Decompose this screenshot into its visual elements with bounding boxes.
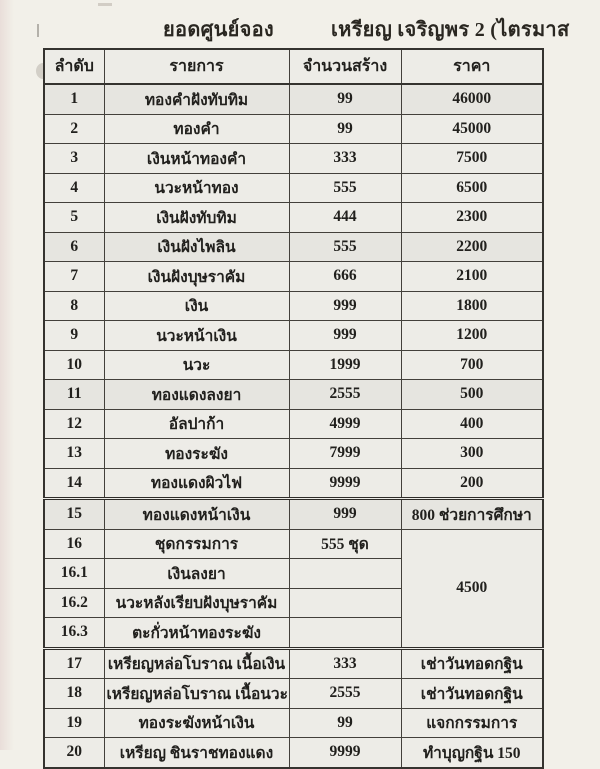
row-number-cell: 20 (44, 738, 104, 768)
header-quantity: จำนวนสร้าง (289, 49, 401, 84)
page-title (163, 13, 600, 45)
qty-cell (289, 618, 401, 649)
price-cell: เช่าวันทอดกฐิน (401, 679, 543, 709)
table-row (44, 468, 543, 499)
item-cell: นวะ (104, 350, 289, 380)
qty-cell: 444 (289, 203, 401, 233)
row-number-cell: 19 (44, 708, 104, 738)
item-cell: เหรียญหล่อโบราณ เนื้อเงิน (104, 648, 289, 679)
qty-cell: 666 (289, 262, 401, 292)
item-cell: เหรียญ ชินราชทองแดง (104, 738, 289, 768)
qty-cell: 999 (289, 499, 401, 530)
row-number-cell: 15 (44, 499, 104, 530)
item-cell: ตะกั่วหน้าทองระฆัง (104, 618, 289, 649)
qty-cell: 99 (289, 84, 401, 114)
row-number-cell: 16.3 (44, 618, 104, 649)
scan-edge-shadow (0, 0, 14, 750)
item-cell: อัลปาก้า (104, 409, 289, 439)
row-number-cell: 13 (44, 439, 104, 469)
price-cell: ทำบุญกฐิน 150 (401, 738, 543, 768)
qty-cell: 9999 (289, 738, 401, 768)
qty-cell: 999 (289, 291, 401, 321)
item-cell: เงินหน้าทองคำ (104, 144, 289, 174)
qty-cell: 2555 (289, 679, 401, 709)
table-row (44, 291, 543, 321)
page-title-left: ยอดศูนย์จอง (163, 19, 275, 41)
qty-cell (289, 559, 401, 589)
scan-artifact (98, 3, 112, 6)
price-cell: 46000 (401, 84, 543, 114)
header-item: รายการ (104, 49, 289, 84)
price-cell: 6500 (401, 173, 543, 203)
price-cell: 2100 (401, 262, 543, 292)
item-cell: เงินฝังไพลิน (104, 232, 289, 262)
price-cell: 500 (401, 380, 543, 410)
item-cell: เงินลงยา (104, 559, 289, 589)
table-row (44, 738, 543, 768)
qty-cell: 999 (289, 321, 401, 351)
header-row (44, 49, 543, 84)
item-cell: ทองคำ (104, 114, 289, 144)
price-cell: 1200 (401, 321, 543, 351)
price-cell: 7500 (401, 144, 543, 174)
price-cell: 800 ช่วยการศึกษา (401, 499, 543, 530)
item-cell: ทองแดงหน้าเงิน (104, 499, 289, 530)
page-title-right: เหรียญ เจริญพร 2 (ไตรมาส (331, 19, 570, 41)
table-row (44, 380, 543, 410)
price-cell: 2300 (401, 203, 543, 233)
item-cell: นวะหลังเรียบฝังบุษราคัม (104, 588, 289, 618)
row-number-cell: 2 (44, 114, 104, 144)
row-number-cell: 1 (44, 84, 104, 114)
table-row (44, 679, 543, 709)
qty-cell: 99 (289, 114, 401, 144)
item-cell: ทองแดงผิวไฟ (104, 468, 289, 499)
table-row (44, 114, 543, 144)
price-cell: เช่าวันทอดกฐิน (401, 648, 543, 679)
qty-cell (289, 588, 401, 618)
table-row (44, 648, 543, 679)
qty-cell: 99 (289, 708, 401, 738)
table-row (44, 84, 543, 114)
table-row (44, 708, 543, 738)
qty-cell: 2555 (289, 380, 401, 410)
qty-cell: 555 ชุด (289, 529, 401, 559)
row-number-cell: 17 (44, 648, 104, 679)
item-cell: ทองคำฝังทับทิม (104, 84, 289, 114)
table-row (44, 144, 543, 174)
row-number-cell: 16.2 (44, 588, 104, 618)
booking-price-table (43, 48, 544, 769)
row-number-cell: 3 (44, 144, 104, 174)
table-row (44, 262, 543, 292)
qty-cell: 555 (289, 173, 401, 203)
price-cell: 700 (401, 350, 543, 380)
table-row (44, 499, 543, 530)
row-number-cell: 16 (44, 529, 104, 559)
qty-cell: 7999 (289, 439, 401, 469)
item-cell: เงินฝังบุษราคัม (104, 262, 289, 292)
row-number-cell: 9 (44, 321, 104, 351)
qty-cell: 9999 (289, 468, 401, 499)
price-cell: 1800 (401, 291, 543, 321)
item-cell: เงิน (104, 291, 289, 321)
qty-cell: 555 (289, 232, 401, 262)
row-number-cell: 18 (44, 679, 104, 709)
row-number-cell: 8 (44, 291, 104, 321)
row-number-cell: 7 (44, 262, 104, 292)
qty-cell: 333 (289, 144, 401, 174)
row-number-cell: 4 (44, 173, 104, 203)
item-cell: ชุดกรรมการ (104, 529, 289, 559)
item-cell: ทองระฆัง (104, 439, 289, 469)
row-number-cell: 6 (44, 232, 104, 262)
scan-artifact (37, 24, 39, 37)
table-row (44, 409, 543, 439)
item-cell: เงินฝังทับทิม (104, 203, 289, 233)
row-number-cell: 11 (44, 380, 104, 410)
price-cell: 300 (401, 439, 543, 469)
row-number-cell: 10 (44, 350, 104, 380)
table-body (44, 84, 543, 768)
qty-cell: 1999 (289, 350, 401, 380)
table-header (44, 49, 543, 84)
header-order: ลำดับ (44, 49, 104, 84)
price-cell: 4500 (401, 529, 543, 648)
item-cell: เหรียญหล่อโบราณ เนื้อนวะ (104, 679, 289, 709)
price-cell: แจกกรรมการ (401, 708, 543, 738)
table-row (44, 232, 543, 262)
price-cell: 2200 (401, 232, 543, 262)
item-cell: นวะหน้าเงิน (104, 321, 289, 351)
item-cell: ทองแดงลงยา (104, 380, 289, 410)
row-number-cell: 12 (44, 409, 104, 439)
item-cell: นวะหน้าทอง (104, 173, 289, 203)
row-number-cell: 5 (44, 203, 104, 233)
row-number-cell: 14 (44, 468, 104, 499)
table-row (44, 439, 543, 469)
table-row (44, 173, 543, 203)
price-cell: 200 (401, 468, 543, 499)
qty-cell: 4999 (289, 409, 401, 439)
table-row (44, 203, 543, 233)
price-cell: 45000 (401, 114, 543, 144)
table-row (44, 529, 543, 559)
item-cell: ทองระฆังหน้าเงิน (104, 708, 289, 738)
table-row (44, 350, 543, 380)
table-row (44, 321, 543, 351)
header-price: ราคา (401, 49, 543, 84)
row-number-cell: 16.1 (44, 559, 104, 589)
price-cell: 400 (401, 409, 543, 439)
qty-cell: 333 (289, 648, 401, 679)
